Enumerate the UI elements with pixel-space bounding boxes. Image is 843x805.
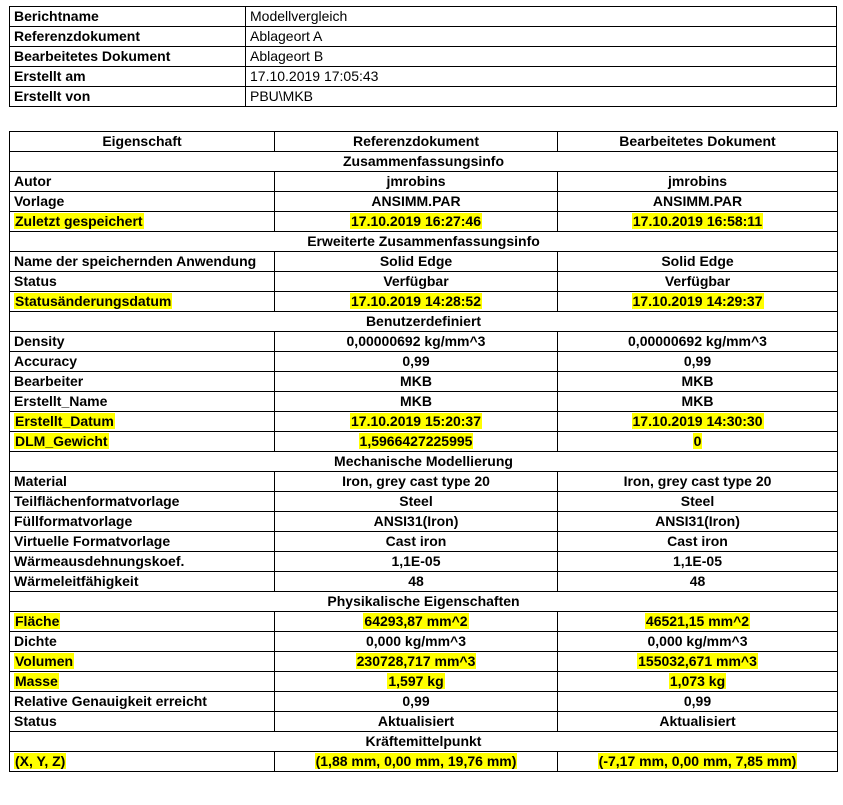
property-name: Wärmeleitfähigkeit bbox=[14, 573, 139, 589]
reference-value: 64293,87 mm^2 bbox=[364, 613, 468, 629]
property-name: Volumen bbox=[15, 653, 74, 669]
edited-value: 0,00000692 kg/mm^3 bbox=[628, 333, 767, 349]
edited-value-cell bbox=[558, 492, 838, 512]
reference-value: MKB bbox=[400, 373, 432, 389]
property-row bbox=[10, 192, 838, 212]
report-info-key: Erstellt am bbox=[10, 67, 246, 87]
property-name-cell bbox=[10, 652, 275, 672]
property-row bbox=[10, 672, 838, 692]
header-eigenschaft: Eigenschaft bbox=[10, 132, 275, 152]
property-row bbox=[10, 612, 838, 632]
reference-value-cell bbox=[275, 632, 558, 652]
property-row bbox=[10, 632, 838, 652]
edited-value: Iron, grey cast type 20 bbox=[623, 473, 772, 489]
section-title: Physikalische Eigenschaften bbox=[10, 592, 838, 612]
edited-value-cell bbox=[558, 632, 838, 652]
report-info-row bbox=[10, 27, 837, 47]
property-name: Autor bbox=[14, 173, 52, 189]
edited-value-cell bbox=[558, 612, 838, 632]
property-name-cell bbox=[10, 192, 275, 212]
reference-value-cell bbox=[275, 292, 558, 312]
property-name-cell bbox=[10, 272, 275, 292]
section-title: Mechanische Modellierung bbox=[10, 452, 838, 472]
edited-value-cell bbox=[558, 272, 838, 292]
report-info-value: Ablageort B bbox=[246, 47, 837, 67]
property-name: Name der speichernden Anwendung bbox=[14, 253, 257, 269]
property-name-cell bbox=[10, 432, 275, 452]
reference-value-cell bbox=[275, 412, 558, 432]
report-info-value: 17.10.2019 17:05:43 bbox=[246, 67, 837, 87]
header-referenzdokument: Referenzdokument bbox=[275, 132, 558, 152]
reference-value-cell bbox=[275, 692, 558, 712]
property-name-cell bbox=[10, 252, 275, 272]
property-name-cell bbox=[10, 632, 275, 652]
edited-value-cell bbox=[558, 512, 838, 532]
property-name-cell bbox=[10, 692, 275, 712]
edited-value: Solid Edge bbox=[661, 253, 734, 269]
reference-value-cell bbox=[275, 472, 558, 492]
edited-value-cell bbox=[558, 432, 838, 452]
reference-value-cell bbox=[275, 532, 558, 552]
section-header-row bbox=[10, 232, 838, 252]
section-header-row bbox=[10, 452, 838, 472]
property-row bbox=[10, 532, 838, 552]
property-row bbox=[10, 352, 838, 372]
report-info-row bbox=[10, 87, 837, 107]
property-name-cell bbox=[10, 412, 275, 432]
property-name-cell bbox=[10, 572, 275, 592]
property-row bbox=[10, 252, 838, 272]
property-row bbox=[10, 472, 838, 492]
reference-value-cell bbox=[275, 192, 558, 212]
edited-value-cell bbox=[558, 572, 838, 592]
reference-value: Steel bbox=[399, 493, 433, 509]
edited-value: 0,000 kg/mm^3 bbox=[647, 633, 748, 649]
report-info-value: PBU\MKB bbox=[246, 87, 837, 107]
edited-value: 155032,671 mm^3 bbox=[638, 653, 757, 669]
section-title: Kräftemittelpunkt bbox=[10, 732, 838, 752]
reference-value: 0,000 kg/mm^3 bbox=[365, 633, 466, 649]
reference-value: 0,99 bbox=[402, 693, 430, 709]
property-name: Bearbeiter bbox=[14, 373, 84, 389]
report-info-row bbox=[10, 47, 837, 67]
property-row bbox=[10, 212, 838, 232]
reference-value: jmrobins bbox=[386, 173, 446, 189]
report-info-row bbox=[10, 7, 837, 27]
property-row bbox=[10, 372, 838, 392]
reference-value: 17.10.2019 14:28:52 bbox=[351, 293, 481, 309]
edited-value: MKB bbox=[681, 393, 714, 409]
reference-value-cell bbox=[275, 652, 558, 672]
reference-value-cell bbox=[275, 332, 558, 352]
property-name-cell bbox=[10, 472, 275, 492]
edited-value: 17.10.2019 14:30:30 bbox=[632, 413, 763, 429]
reference-value: 48 bbox=[408, 573, 424, 589]
report-info-value: Modellvergleich bbox=[246, 7, 837, 27]
reference-value: 230728,717 mm^3 bbox=[356, 653, 476, 669]
reference-value: 0,99 bbox=[402, 353, 430, 369]
property-name-cell bbox=[10, 532, 275, 552]
edited-value-cell bbox=[558, 472, 838, 492]
property-row bbox=[10, 172, 838, 192]
reference-value-cell bbox=[275, 552, 558, 572]
property-name: (X, Y, Z) bbox=[15, 753, 66, 769]
property-row bbox=[10, 752, 838, 772]
property-name: Teilflächenformatvorlage bbox=[14, 493, 180, 509]
property-name-cell bbox=[10, 352, 275, 372]
reference-value: 1,5966427225995 bbox=[359, 433, 473, 449]
property-row bbox=[10, 272, 838, 292]
report-info-key: Erstellt von bbox=[10, 87, 246, 107]
property-name-cell bbox=[10, 612, 275, 632]
property-name-cell bbox=[10, 332, 275, 352]
property-name: DLM_Gewicht bbox=[15, 433, 108, 449]
edited-value: 0 bbox=[693, 433, 702, 449]
report-info-value: Ablageort A bbox=[246, 27, 837, 47]
edited-value-cell bbox=[558, 552, 838, 572]
edited-value: ANSI31(Iron) bbox=[655, 513, 740, 529]
property-row bbox=[10, 712, 838, 732]
reference-value-cell bbox=[275, 272, 558, 292]
reference-value-cell bbox=[275, 612, 558, 632]
section-header-row bbox=[10, 732, 838, 752]
edited-value-cell bbox=[558, 172, 838, 192]
property-name: Zuletzt gespeichert bbox=[15, 213, 143, 229]
edited-value-cell bbox=[558, 692, 838, 712]
property-name: Density bbox=[14, 333, 65, 349]
edited-value-cell bbox=[558, 332, 838, 352]
reference-value: 1,1E-05 bbox=[391, 553, 441, 569]
edited-value: ANSIMM.PAR bbox=[652, 193, 743, 209]
edited-value: (-7,17 mm, 0,00 mm, 7,85 mm) bbox=[598, 753, 797, 769]
property-row bbox=[10, 432, 838, 452]
edited-value-cell bbox=[558, 672, 838, 692]
reference-value: MKB bbox=[400, 393, 432, 409]
reference-value: (1,88 mm, 0,00 mm, 19,76 mm) bbox=[315, 753, 517, 769]
reference-value-cell bbox=[275, 432, 558, 452]
edited-value: Aktualisiert bbox=[659, 713, 736, 729]
property-name-cell bbox=[10, 552, 275, 572]
section-title: Zusammenfassungsinfo bbox=[10, 152, 838, 172]
reference-value: Cast iron bbox=[385, 533, 447, 549]
reference-value: 17.10.2019 16:27:46 bbox=[351, 213, 481, 229]
report-info-row bbox=[10, 67, 837, 87]
reference-value-cell bbox=[275, 172, 558, 192]
edited-value: 0,99 bbox=[683, 693, 712, 709]
edited-value: MKB bbox=[681, 373, 714, 389]
reference-value-cell bbox=[275, 212, 558, 232]
property-name: Vorlage bbox=[14, 193, 65, 209]
property-row bbox=[10, 392, 838, 412]
edited-value: 48 bbox=[689, 573, 706, 589]
edited-value-cell bbox=[558, 192, 838, 212]
reference-value-cell bbox=[275, 752, 558, 772]
section-header-row bbox=[10, 312, 838, 332]
edited-value-cell bbox=[558, 292, 838, 312]
reference-value: 0,00000692 kg/mm^3 bbox=[346, 333, 486, 349]
reference-value: Aktualisiert bbox=[377, 713, 455, 729]
property-name-cell bbox=[10, 372, 275, 392]
reference-value: 17.10.2019 15:20:37 bbox=[351, 413, 481, 429]
reference-value-cell bbox=[275, 512, 558, 532]
report-info-key: Referenzdokument bbox=[10, 27, 246, 47]
reference-value: Iron, grey cast type 20 bbox=[342, 473, 490, 489]
property-name-cell bbox=[10, 512, 275, 532]
edited-value-cell bbox=[558, 352, 838, 372]
edited-value-cell bbox=[558, 372, 838, 392]
report-info-key: Bearbeitetes Dokument bbox=[10, 47, 246, 67]
section-header-row bbox=[10, 592, 838, 612]
edited-value: 0,99 bbox=[683, 353, 712, 369]
property-name: Fläche bbox=[15, 613, 60, 629]
property-name: Dichte bbox=[14, 633, 57, 649]
property-name-cell bbox=[10, 292, 275, 312]
property-name: Virtuelle Formatvorlage bbox=[14, 533, 171, 549]
reference-value: ANSI31(Iron) bbox=[373, 513, 459, 529]
property-name: Material bbox=[14, 473, 67, 489]
property-name-cell bbox=[10, 212, 275, 232]
property-row bbox=[10, 332, 838, 352]
comparison-table bbox=[9, 131, 838, 772]
property-name: Wärmeausdehnungskoef. bbox=[14, 553, 185, 569]
header-bearbeitetes-dokument: Bearbeitetes Dokument bbox=[558, 132, 838, 152]
reference-value-cell bbox=[275, 712, 558, 732]
property-row bbox=[10, 552, 838, 572]
edited-value: Steel bbox=[680, 493, 715, 509]
property-name-cell bbox=[10, 492, 275, 512]
reference-value-cell bbox=[275, 392, 558, 412]
property-name-cell bbox=[10, 672, 275, 692]
edited-value-cell bbox=[558, 532, 838, 552]
edited-value: Cast iron bbox=[667, 533, 728, 549]
reference-value: 1,597 kg bbox=[388, 673, 444, 689]
edited-value: 1,1E-05 bbox=[672, 553, 723, 569]
edited-value-cell bbox=[558, 752, 838, 772]
property-name: Masse bbox=[15, 673, 58, 689]
report-info-table bbox=[9, 6, 837, 107]
property-name-cell bbox=[10, 392, 275, 412]
property-name: Relative Genauigkeit erreicht bbox=[14, 693, 207, 709]
section-title: Erweiterte Zusammenfassungsinfo bbox=[10, 232, 838, 252]
section-title: Benutzerdefiniert bbox=[10, 312, 838, 332]
property-name: Statusänderungsdatum bbox=[15, 293, 172, 309]
edited-value-cell bbox=[558, 252, 838, 272]
property-row bbox=[10, 652, 838, 672]
reference-value: Verfügbar bbox=[383, 273, 449, 289]
property-name: Füllformatvorlage bbox=[14, 513, 133, 529]
property-name: Status bbox=[14, 273, 57, 289]
property-row bbox=[10, 412, 838, 432]
property-name: Accuracy bbox=[14, 353, 78, 369]
edited-value-cell bbox=[558, 412, 838, 432]
property-row bbox=[10, 572, 838, 592]
edited-value: 17.10.2019 16:58:11 bbox=[632, 213, 763, 229]
reference-value-cell bbox=[275, 372, 558, 392]
edited-value-cell bbox=[558, 212, 838, 232]
property-name: Erstellt_Name bbox=[14, 393, 108, 409]
property-name: Erstellt_Datum bbox=[15, 413, 114, 429]
edited-value-cell bbox=[558, 712, 838, 732]
reference-value-cell bbox=[275, 252, 558, 272]
report-info-key: Berichtname bbox=[10, 7, 246, 27]
reference-value: ANSIMM.PAR bbox=[371, 193, 461, 209]
edited-value-cell bbox=[558, 652, 838, 672]
property-row bbox=[10, 492, 838, 512]
section-header-row bbox=[10, 152, 838, 172]
property-name-cell bbox=[10, 752, 275, 772]
property-name-cell bbox=[10, 172, 275, 192]
edited-value-cell bbox=[558, 392, 838, 412]
property-row bbox=[10, 692, 838, 712]
edited-value: 1,073 kg bbox=[669, 673, 726, 689]
edited-value: 17.10.2019 14:29:37 bbox=[632, 293, 763, 309]
reference-value-cell bbox=[275, 672, 558, 692]
reference-value-cell bbox=[275, 352, 558, 372]
reference-value: Solid Edge bbox=[379, 253, 453, 269]
comparison-header-row bbox=[10, 132, 838, 152]
edited-value: Verfügbar bbox=[664, 273, 731, 289]
property-name-cell bbox=[10, 712, 275, 732]
property-row bbox=[10, 512, 838, 532]
edited-value: jmrobins bbox=[667, 173, 728, 189]
edited-value: 46521,15 mm^2 bbox=[645, 613, 750, 629]
property-name: Status bbox=[14, 713, 57, 729]
reference-value-cell bbox=[275, 492, 558, 512]
reference-value-cell bbox=[275, 572, 558, 592]
property-row bbox=[10, 292, 838, 312]
